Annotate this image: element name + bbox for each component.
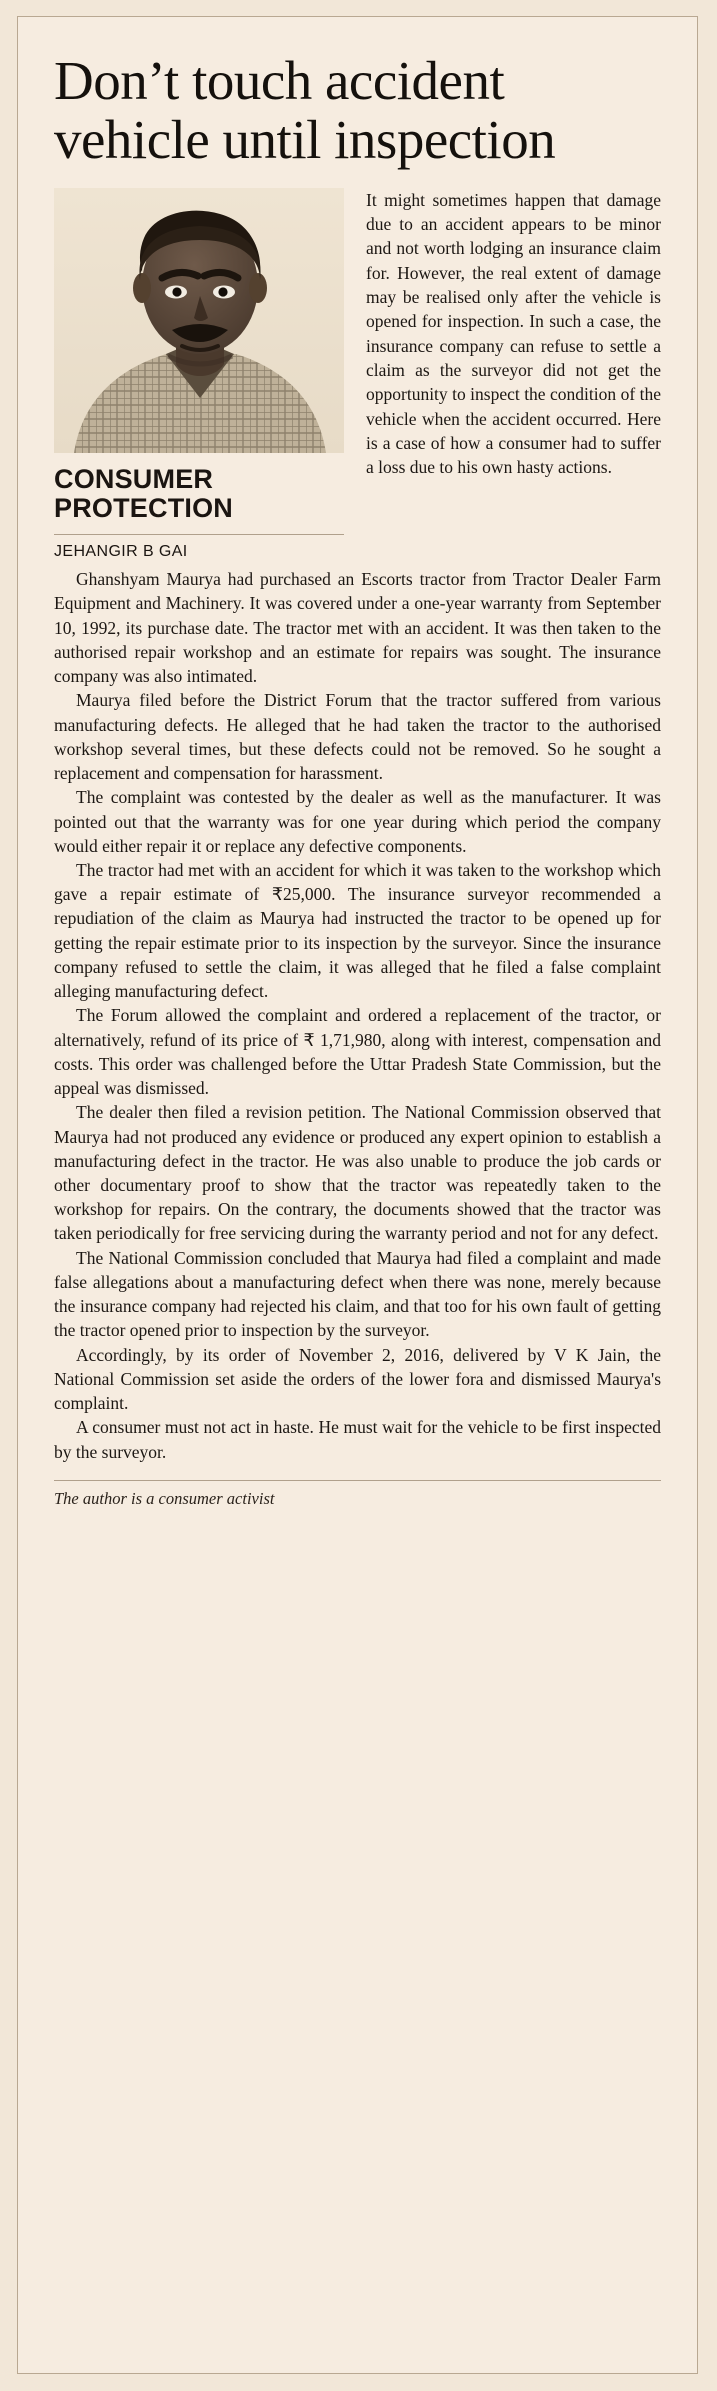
paragraph: The dealer then filed a revision petition. The National Commission observed that Maurya had not produced any evidence or produced any expert opinion to establish a manufacturing defect in the tractor. He was also unable to produce the job cards or other documentary proof to show that the tractor was repeatedly taken to the workshop for repairs. On the contrary, the documents showed that the tractor was taken periodically for free servicing during the warranty period and not for any defect.	[54, 1102, 661, 1244]
byline: JEHANGIR B GAI	[54, 543, 188, 561]
footer-divider	[54, 1480, 661, 1481]
paragraph: Accordingly, by its order of November 2, 2016, delivered by V K Jain, the National Commission set aside the orders of the lower fora and dismissed Maurya's complaint.	[54, 1344, 661, 1414]
article-masthead	[54, 188, 661, 567]
paragraph: Ghanshyam Maurya had purchased an Escorts tractor from Tractor Dealer Farm Equipment and Machinery. It was covered under a one-year warranty from September 10, 1992, its purchase date. The tractor met with an accident. It was then taken to the authorised repair workshop and an estimate for repairs was sought. The insurance company was also intimated.	[54, 569, 661, 687]
paragraph: The complaint was contested by the dealer as well as the manufacturer. It was pointed out that the warranty was for one year during which period the company would either repair it or replace any defective components.	[54, 787, 661, 856]
paragraph: The Forum allowed the complaint and ordered a replacement of the tractor, or alternatively, refund of its price of ₹ 1,71,980, along with interest, compensation and costs. This order was challenged before the Uttar Pradesh State Commission, but the appeal was dismissed.	[54, 1005, 661, 1099]
column-section-title: CONSUMER PROTECTION	[54, 463, 234, 524]
paragraph: The National Commission concluded that Maurya had filed a complaint and made false allegations about a manufacturing defect when there was none, merely because the insurance company had rejected his claim, and that too for his own fault of getting the tractor opened prior to inspection by the surveyor.	[54, 1247, 661, 1341]
article-page	[17, 16, 698, 2374]
article-body	[54, 567, 661, 1464]
columnist-portrait	[54, 188, 344, 453]
paragraph: Maurya filed before the District Forum that the tractor suffered from various manufacturing defects. He alleged that he had taken the tractor to the authorised workshop several times, but these defects could not be removed. So he sought a replacement and compensation for harassment.	[54, 690, 661, 784]
byline-divider	[54, 534, 344, 535]
paragraph: The tractor had met with an accident for which it was taken to the workshop which gave a repair estimate of ₹25,000. The insurance surveyor recommended a repudiation of the claim as Maurya had instructed the tractor to be opened up for getting the repair estimate prior to its inspection by the surveyor. Since the insurance company refused to settle the claim, it was alleged that he filed a false complaint alleging manufacturing defect.	[54, 859, 661, 1002]
page-title: Don’t touch accident vehicle until inspection	[54, 50, 556, 171]
author-note: The author is a consumer activist	[54, 1488, 275, 1508]
paragraph: A consumer must not act in haste. He must wait for the vehicle to be first inspected by the surveyor.	[54, 1417, 661, 1462]
article-intro: It might sometimes happen that damage due to an accident appears to be minor and not worth lodging an insurance claim for. However, the real extent of damage may be realised only after the vehicle is opened for inspection. In such a case, the insurance company can refuse to settle a claim as the surveyor did not get the opportunity to inspect the condition of the vehicle when the accident occurred. Here is a case of how a consumer had to suffer a loss due to his own hasty actions.	[366, 189, 661, 478]
column-left	[54, 188, 344, 567]
